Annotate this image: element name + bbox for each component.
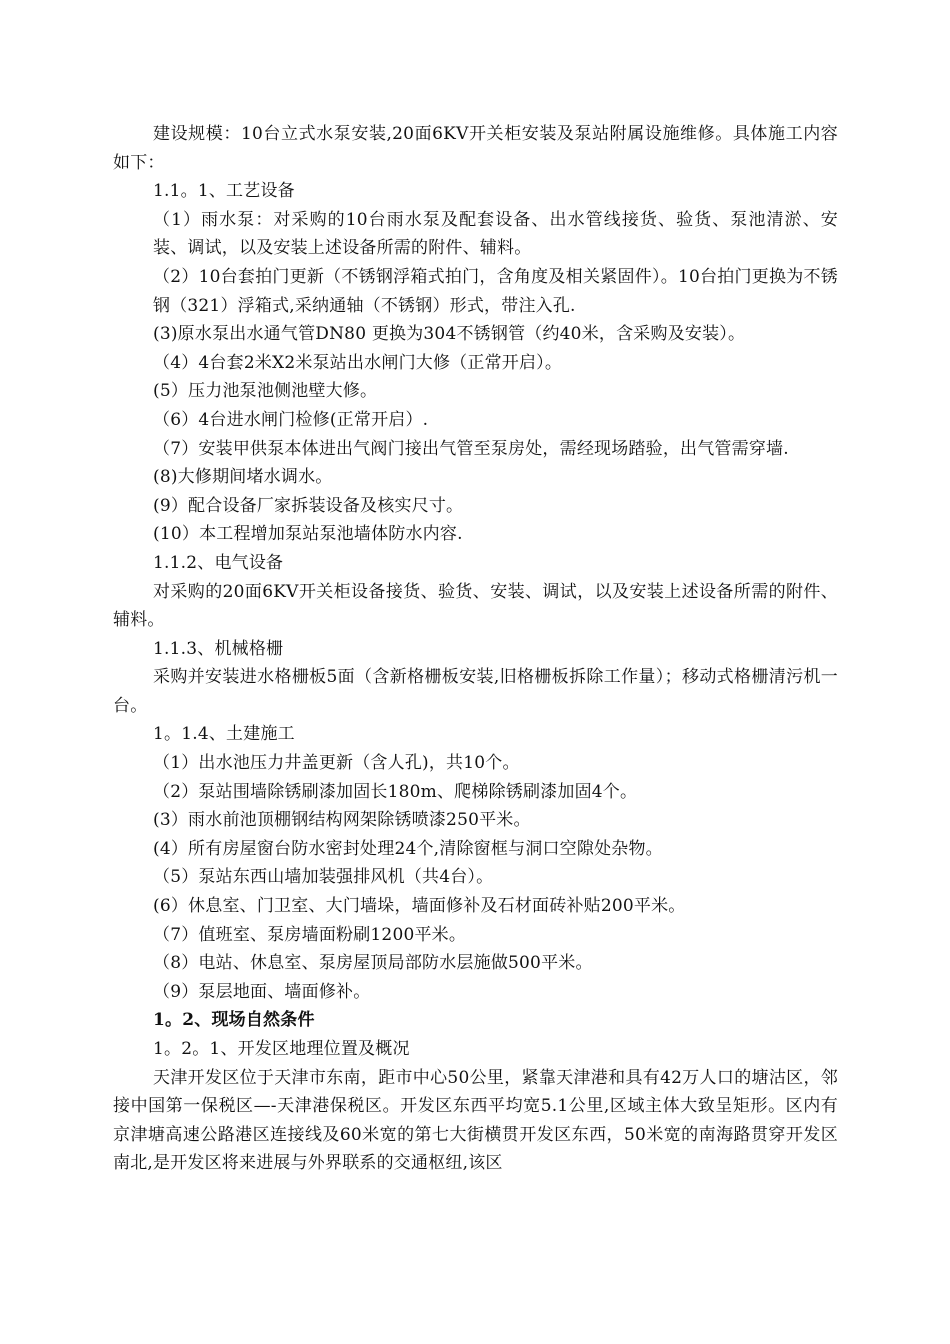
paragraph-location: 天津开发区位于天津市东南，距市中心50公里，紧靠天津港和具有42万人口的塘沽区，邻接中国第一保税区—-天津港保税区。开发区东西平均宽5.1公里,区域主体大致呈矩形。区内有京津塘高速公路港区连接线及60米宽的第七大街横贯开发区东西，50米宽的南海路贯穿开发区南北,是开发区将来进展与外界联系的交通枢纽,该区 (113, 1067, 838, 1174)
heading-civil-works: 1。1.4、土建施工 (153, 724, 295, 745)
list-item: （7）值班室、泵房墙面粉刷1200平米。 (153, 924, 467, 945)
list-item: （4）4台套2米X2米泵站出水闸门大修（正常开启）。 (153, 352, 563, 373)
list-item: （7）安装甲供泵本体进出气阀门接出气管至泵房处，需经现场踏验，出气管需穿墙. (153, 438, 789, 459)
list-item: (9）配合设备厂家拆装设备及核实尺寸。 (153, 495, 464, 516)
heading-electrical-equipment: 1.1.2、电气设备 (153, 552, 284, 573)
document-body (113, 120, 838, 1178)
list-item: (6）休息室、门卫室、大门墙垛，墙面修补及石材面砖补贴200平米。 (153, 896, 686, 917)
heading-location: 1。2。1、开发区地理位置及概况 (153, 1039, 410, 1059)
paragraph-grille: 采购并安装进水格栅板5面（含新格栅板安装,旧格栅板拆除工作量）；移动式格栅清污机一台。 (113, 667, 838, 716)
list-item: （1）雨水泵：对采购的10台雨水泵及配套设备、出水管线接货、验货、泵池清淤、安装、调试，以及安装上述设备所需的附件、辅料。 (153, 209, 838, 259)
paragraph-scale: 建设规模：10台立式水泵安装,20面6KV开关柜安装及泵站附属设施维修。具体施工内容如下： (113, 124, 838, 173)
list-item: （2）10台套拍门更新（不锈钢浮箱式拍门，含角度及相关紧固件）。10台拍门更换为不锈钢（321）浮箱式,采纳通轴（不锈钢）形式，带注入孔. (153, 266, 838, 316)
heading-site-conditions: 1。2、现场自然条件 (153, 1010, 315, 1031)
list-item: (5）压力池泵池侧池壁大修。 (153, 381, 378, 402)
list-item: (4）所有房屋窗台防水密封处理24个,清除窗框与洞口空隙处杂物。 (153, 838, 663, 859)
list-item: (8)大修期间堵水调水。 (153, 467, 333, 488)
list-item: (10）本工程增加泵站泵池墙体防水内容. (153, 524, 463, 545)
list-item: (3)原水泵出水通气管DN80 更换为304不锈钢管（约40米，含采购及安装）。 (153, 324, 746, 345)
list-item: （8）电站、休息室、泵房屋顶局部防水层施做500平米。 (153, 953, 593, 974)
list-item: (3）雨水前池顶棚钢结构网架除锈喷漆250平米。 (153, 810, 531, 831)
heading-mechanical-grille: 1.1.3、机械格栅 (153, 638, 284, 659)
heading-process-equipment: 1.1。1、工艺设备 (153, 181, 295, 202)
list-item: （6）4台进水闸门检修(正常开启）. (153, 409, 429, 430)
list-item: （1）出水池压力井盖更新（含人孔)，共10个。 (153, 753, 520, 774)
list-item: （9）泵层地面、墙面修补。 (153, 981, 371, 1002)
list-item: （2）泵站围墙除锈刷漆加固长180m、爬梯除锈刷漆加固4个。 (153, 781, 638, 802)
paragraph-electrical: 对采购的20面6KV开关柜设备接货、验货、安装、调试，以及安装上述设备所需的附件、辅料。 (113, 581, 838, 631)
list-item: （5）泵站东西山墙加装强排风机（共4台）。 (153, 867, 494, 888)
